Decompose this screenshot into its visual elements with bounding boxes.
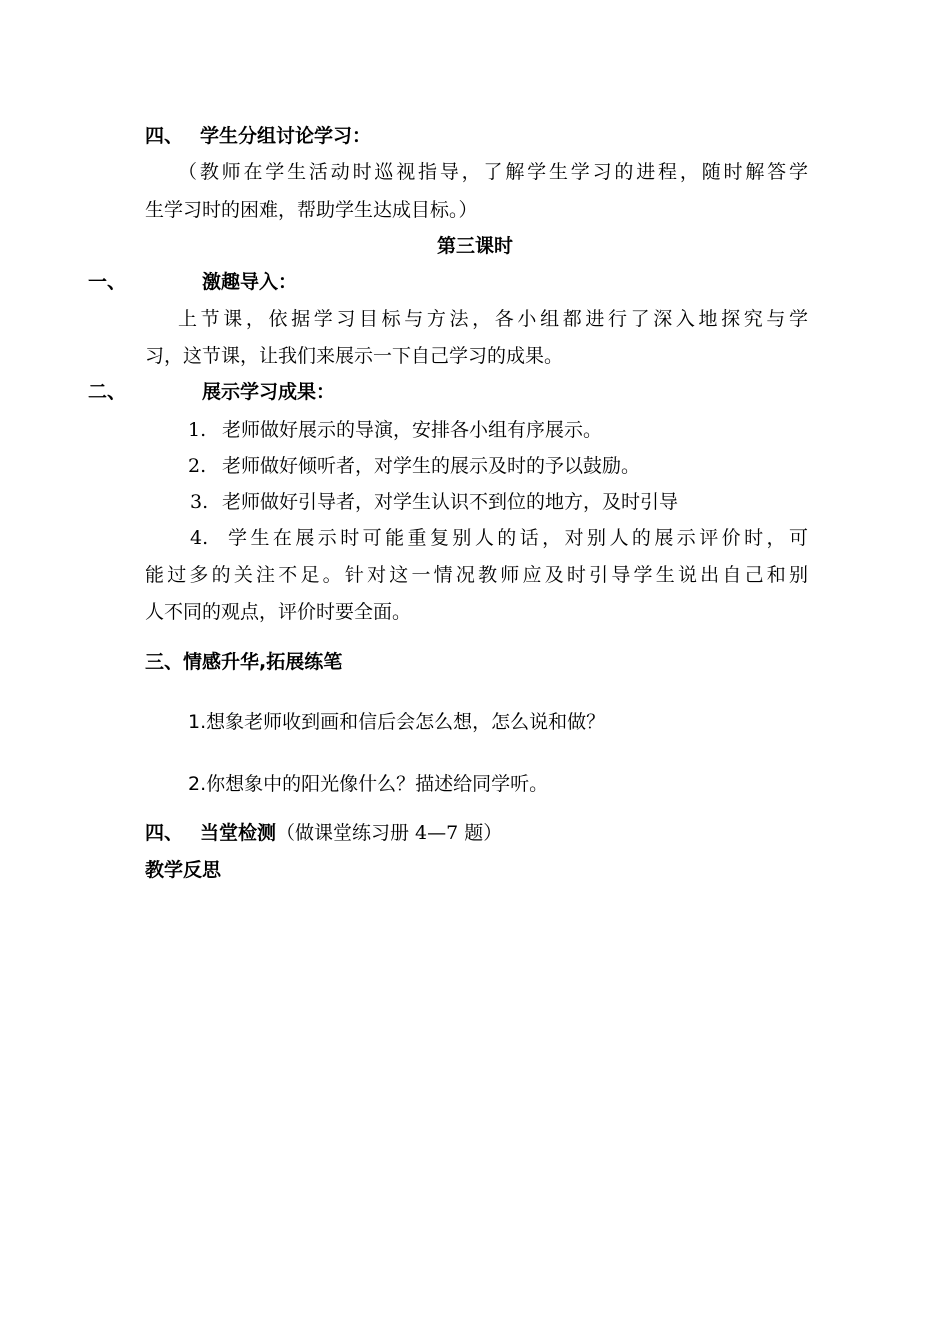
part1-title: 激趣导入： (202, 271, 298, 293)
section4-number: 四、 (145, 125, 184, 147)
list-item-number: 4. (190, 527, 209, 549)
item4-line2: 能过多的关注不足。针对这一情况教师应及时引导学生说出自己和别 (145, 564, 808, 586)
part1-number: 一、 (88, 271, 127, 293)
list-item-number: 1. (188, 419, 207, 441)
section4-title: 学生分组讨论学习： (200, 125, 372, 147)
part3-question-2: 2.你想象中的阳光像什么？描述给同学听。 (188, 773, 549, 795)
part2-title: 展示学习成果： (202, 381, 336, 403)
section4-note-line1: （教师在学生活动时巡视指导，了解学生学习的进程，随时解答学 (178, 161, 808, 183)
part4-number: 四、 (145, 822, 184, 844)
item4-line3: 人不同的观点，评价时要全面。 (145, 601, 412, 623)
part4-note: （做课堂练习册 4—7 题） (276, 822, 503, 844)
lesson3-title: 第三课时 (436, 235, 513, 257)
list-item-number: 2. (188, 455, 207, 477)
part1-line2: 习，这节课，让我们来展示一下自己学习的成果。 (145, 345, 564, 367)
part2-number: 二、 (88, 381, 127, 403)
part1-line1: 上节课，依据学习目标与方法，各小组都进行了深入地探究与学 (178, 308, 808, 330)
list-item-text: 学生在展示时可能重复别人的话，对别人的展示评价时，可 (228, 527, 808, 549)
list-item-number: 3. (190, 491, 209, 513)
reflection-heading: 教学反思 (145, 859, 222, 881)
part4-line (200, 821, 502, 845)
part3-question-1: 1.想象老师收到画和信后会怎么想，怎么说和做？ (188, 711, 606, 733)
part3-title: 三、情感升华,拓展练笔 (145, 651, 343, 673)
list-item-text: 老师做好引导者，对学生认识不到位的地方，及时引导 (222, 491, 679, 513)
part4-title: 当堂检测 (200, 822, 277, 844)
section4-note-line2: 生学习时的困难，帮助学生达成目标。） (145, 199, 478, 221)
list-item-text: 老师做好展示的导演，安排各小组有序展示。 (222, 419, 603, 441)
list-item-text: 老师做好倾听者，对学生的展示及时的予以鼓励。 (222, 455, 641, 477)
